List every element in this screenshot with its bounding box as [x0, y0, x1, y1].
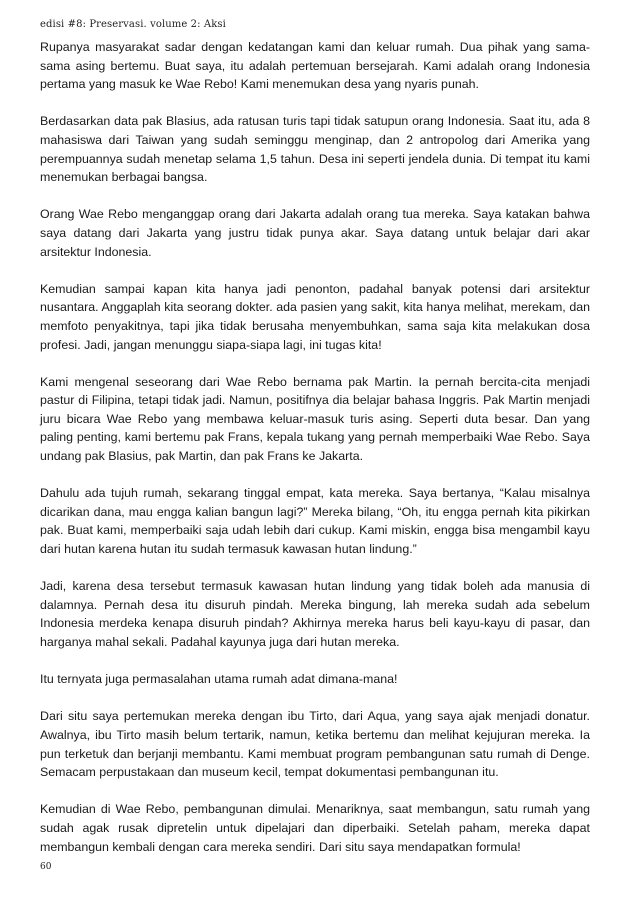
paragraph: Kemudian sampai kapan kita hanya jadi penonton, padahal banyak potensi dari arsitektur nusantara. Anggaplah kita seorang dokter. ada pasien yang sakit, kita hanya melihat, merekam, dan memfoto penyakitnya, tapi jika tidak berusaha menyembuhkan, sama saja kita melakukan dosa profesi. Jadi, jangan menunggu siapa-siapa lagi, ini tugas kita!: [40, 281, 590, 352]
paragraph: Jadi, karena desa tersebut termasuk kawasan hutan lindung yang tidak boleh ada manusia di dalamnya. Pernah desa itu disuruh pindah. Mereka bingung, lah mereka sudah ada sebelum Indonesia merdeka kenapa disuruh pindah? Akhirnya mereka harus beli kayu-kayu di pasar, dan harganya mahal sekali. Padahal kayunya juga dari hutan mereka.: [40, 579, 590, 649]
paragraph: Orang Wae Rebo menganggap orang dari Jakarta adalah orang tua mereka. Saya katakan bahwa saya datang dari Jakarta yang justru tidak punya akar. Saya datang untuk belajar dari akar arsitektur Indonesia.: [40, 207, 590, 259]
paragraph: Berdasarkan data pak Blasius, ada ratusan turis tapi tidak satupun orang Indonesia. Saat itu, ada 8 mahasiswa dari Taiwan yang sudah seminggu menginap, dan 2 antropolog dari Amerika yang perempuannya sudah menetap selama 1,5 tahun. Desa ini seperti jendela dunia. Di tempat itu kami menemukan berbagai bangsa.: [40, 114, 590, 185]
paragraph: Kami mengenal seseorang dari Wae Rebo bernama pak Martin. Ia pernah bercita-cita menjadi pastur di Filipina, tetapi tidak jadi. Namun, positifnya dia belajar bahasa Inggris. Pak Martin menjadi juru bicara Wae Rebo yang membawa keluar-masuk turis asing. Seperti duta besar. Dan yang paling penting, kami bertemu pak Frans, kepala tukang yang pernah memperbaiki Wae Rebo. Saya undang pak Blasius, pak Martin, dan pak Frans ke Jakarta.: [40, 374, 590, 464]
paragraph: Rupanya masyarakat sadar dengan kedatangan kami dan keluar rumah. Dua pihak yang sama-sama asing bertemu. Buat saya, itu adalah pertemuan bersejarah. Kami adalah orang Indonesia pertama yang masuk ke Wae Rebo! Kami menemukan desa yang nyaris punah.: [40, 40, 590, 92]
paragraph: Dari situ saya pertemukan mereka dengan ibu Tirto, dari Aqua, yang saya ajak menjadi donatur. Awalnya, ibu Tirto masih belum tertarik, namun, ketika bertemu dan melihat kejujuran mereka. Ia pun terketuk dan berjanji membantu. Kami membuat program pembangunan satu rumah di Denge. Semacam perpustakaan dan museum kecil, tempat dokumentasi pembangunan itu.: [40, 709, 590, 780]
paragraph: Itu ternyata juga permasalahan utama rumah adat dimana-mana!: [40, 672, 398, 687]
paragraph: Dahulu ada tujuh rumah, sekarang tinggal empat, kata mereka. Saya bertanya, “Kalau misalnya dicarikan dana, mau engga kalian bangun lagi?” Mereka bilang, “Oh, itu engga pernah kita pikirkan pak. Buat kami, memperbaiki saja udah lebih dari cukup. Kami miskin, engga bisa mengambil kayu dari hutan karena hutan itu sudah termasuk kawasan hutan lindung.”: [40, 486, 590, 557]
article-body: [40, 38, 590, 856]
paragraph: Kemudian di Wae Rebo, pembangunan dimulai. Menariknya, saat membangun, satu rumah yang sudah agak rusak dipretelin untuk dipelajari dan diperbaiki. Setelah paham, mereka dapat membangun kembali dengan cara mereka sendiri. Dari situ saya mendapatkan formula!: [40, 802, 590, 854]
running-header: edisi #8: Preservasi. volume 2: Aksi: [40, 19, 226, 30]
page-number: 60: [40, 862, 52, 872]
